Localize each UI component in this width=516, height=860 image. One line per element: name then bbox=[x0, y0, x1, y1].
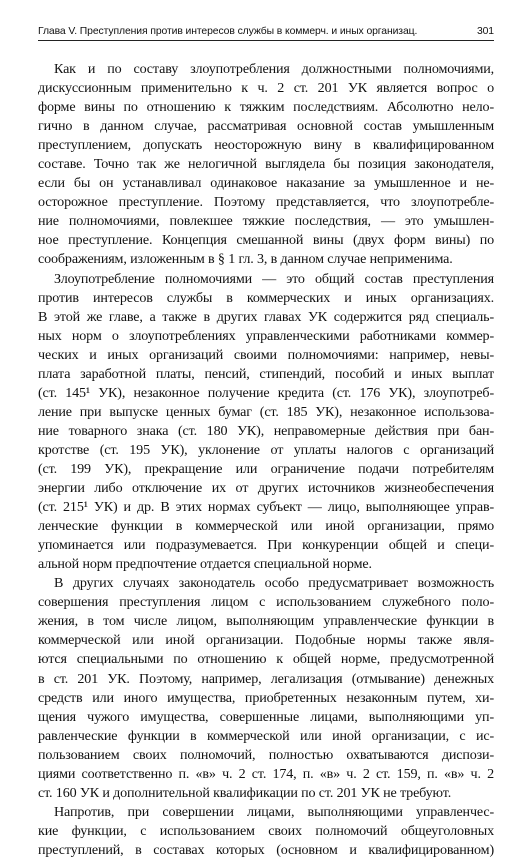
text-line: Напротив, при совершении лицами, выполняющими управленчес- bbox=[54, 803, 494, 820]
text-line: кротстве (ст. 195 УК), уклонение от уплаты налогов с организаций bbox=[38, 441, 494, 458]
text-line: жения, в том числе лицом, выполняющим управленческие функции в bbox=[38, 613, 494, 630]
paragraph bbox=[38, 574, 494, 803]
text-line: циями соответственно п. «в» ч. 2 ст. 174, п. «в» ч. 2 ст. 159, п. «в» ч. 2 bbox=[38, 765, 494, 782]
text-line: щения чужого имущества, совершенные лицами, выполняющими уп- bbox=[38, 708, 494, 725]
text-line: Как и по составу злоупотребления должностными полномочиями, bbox=[54, 61, 494, 77]
text-line: форме вины по отношению к тяжким последствиям. Абсолютно нело- bbox=[38, 99, 494, 116]
text-line: энергии либо отключение их от других источников жизнеобеспечения bbox=[38, 480, 494, 497]
paragraph bbox=[38, 803, 494, 860]
text-line: кие функции, с использованием своих полномочий общеуголовных bbox=[38, 822, 494, 839]
text-line: если бы он устанавливал одинаковое наказание за умышленное и не- bbox=[38, 175, 494, 192]
text-line: ческих и иных организаций своими полномочиями: например, невы- bbox=[38, 346, 494, 363]
text-line: (ст. 199 УК), прекращение или ограничение подачи потребителям bbox=[38, 460, 494, 477]
text-line: ленческие функции в коммерческой или иной организации, прямо bbox=[38, 518, 494, 535]
text-line: альной норм предпочтение отдается специальной норме. bbox=[38, 556, 372, 573]
text-line: преступлением, допускать неосторожную вину в квалифицированном bbox=[38, 137, 494, 154]
text-line: ное преступление. Концепция смешанной вины (двух форм вины) по bbox=[38, 232, 494, 249]
text-line: против интересов службы в коммерческих и иных организациях. bbox=[38, 289, 494, 306]
text-line: ст. 160 УК и дополнительной квалификации по ст. 201 УК не требуют. bbox=[38, 784, 452, 801]
text-line: упоминается или подразумевается. При конкуренции общей и специ- bbox=[38, 537, 494, 554]
text-line: плата заработной платы, пенсий, стипендий, пособий и иных выплат bbox=[38, 365, 494, 382]
text-line: в ст. 201 УК. Поэтому, например, легализация (отмывание) денежных bbox=[38, 670, 494, 687]
text-line: равленческие функции в коммерческой или иной организации, с ис- bbox=[38, 727, 494, 744]
text-line: осторожное преступление. Поэтому представляется, что злоупотребле- bbox=[38, 194, 494, 211]
text-line: преступлений, в составах которых (основном и квалифицированном) bbox=[38, 841, 494, 858]
running-header bbox=[38, 22, 494, 41]
text-line: дискуссионным применительно к ч. 2 ст. 201 УК является вопрос о bbox=[38, 80, 494, 97]
text-line: ных норм о злоупотреблениях управленческими работниками коммер- bbox=[38, 327, 494, 344]
chapter-title: Глава V. Преступления против интересов службы в коммерч. и иных организац. bbox=[38, 26, 418, 37]
text-line: составе. Точно так же нелогичной выглядела бы позиция законодателя, bbox=[38, 156, 494, 173]
text-line: (ст. 215¹ УК) и др. В этих нормах субъект — лицо, выполняющее управ- bbox=[38, 499, 494, 516]
text-line: ление при выпуске ценных бумаг (ст. 185 УК), незаконное использова- bbox=[38, 403, 494, 420]
paragraph bbox=[38, 270, 494, 575]
text-line: средств или иного имущества, приобретенных незаконным путем, хи- bbox=[38, 689, 494, 706]
text-line: ются специальными по отношению к общей норме, предусмотренной bbox=[38, 651, 494, 668]
text-line: коммерческой или иной организации. Подобные нормы также явля- bbox=[38, 632, 494, 649]
text-line: гично в данном случае, рассматривая основной состав умышленным bbox=[38, 118, 494, 135]
text-line: (ст. 145¹ УК), незаконное получение кредита (ст. 176 УК), злоупотреб- bbox=[38, 384, 494, 401]
paragraph bbox=[38, 60, 494, 270]
text-line: В других случаях законодатель особо предусматривает возможность bbox=[54, 575, 494, 592]
text-line: совершения преступления лицом с использованием служебного поло- bbox=[38, 594, 494, 611]
text-line: В этой же главе, а также в других главах УК содержится ряд специаль- bbox=[38, 308, 494, 325]
text-line: ние товарного знака (ст. 180 УК), неправомерные действия при бан- bbox=[38, 422, 494, 439]
text-line: соображениям, изложенным в § 1 гл. 3, в данном случае неприменима. bbox=[38, 251, 453, 268]
text-line: ние полномочиями, повлекшее тяжкие последствия, — это умышлен- bbox=[38, 213, 494, 230]
text-line: Злоупотребление полномочиями — это общий состав преступления bbox=[54, 270, 494, 287]
text-line: пользованием своих полномочий, полностью охватываются диспози- bbox=[38, 746, 494, 763]
page-number: 301 bbox=[476, 26, 494, 37]
body-text bbox=[38, 60, 494, 860]
